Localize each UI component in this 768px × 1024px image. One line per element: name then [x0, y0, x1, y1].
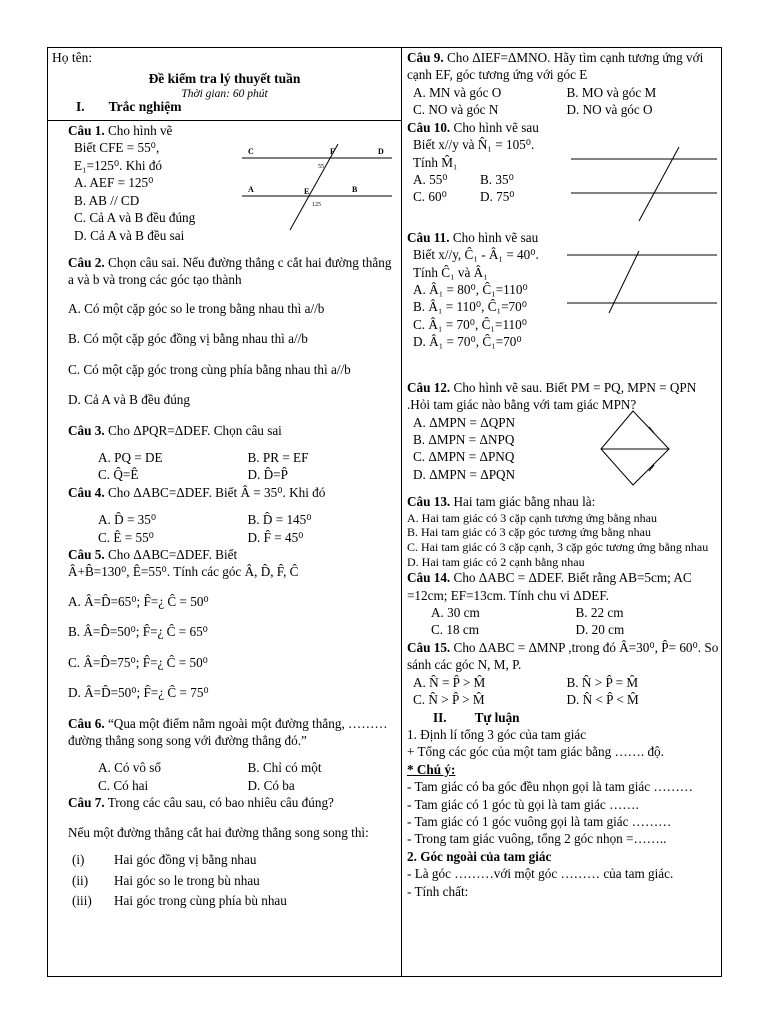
- fig1-label-b: B: [352, 185, 358, 194]
- q9-option-d[interactable]: D. NO và góc O: [566, 102, 653, 118]
- q1-label: Câu 1.: [68, 123, 105, 138]
- transversal-line: [639, 147, 679, 221]
- q1-option-a[interactable]: A. AEF = 125⁰: [74, 175, 154, 191]
- question-14: [407, 569, 720, 639]
- q5-option-c[interactable]: C. Â=D̂=75⁰; F̂=¿ Ĉ = 50⁰: [68, 654, 208, 670]
- q11-option-c[interactable]: C. Â₁ = 70⁰, Ĉ₁=110⁰: [413, 316, 528, 332]
- theorem-1-title: 1. Định lí tổng 3 góc của tam giác: [407, 726, 587, 742]
- q13-option-d[interactable]: D. Hai tam giác có 2 cạnh bằng nhau: [407, 554, 585, 569]
- q7-prompt: Trong các câu sau, có bao nhiêu câu đúng?: [107, 795, 334, 811]
- q11-option-b[interactable]: B. Â₁ = 110⁰, Ĉ₁=70⁰: [413, 299, 528, 315]
- fig1-label-d: D: [378, 147, 384, 156]
- q2-option-c[interactable]: C. Có một cặp góc trong cùng phía bằng nhau thì a//b: [68, 361, 351, 377]
- section-heading: [76, 98, 182, 116]
- q15-option-d[interactable]: D. N̂ < P̂ < M̂: [566, 692, 639, 708]
- q7-item-1: [68, 851, 397, 868]
- q9-prompt: Cho ΔIEF=ΔMNO. Hãy tìm cạnh tương ứng với cạnh EF, góc tương ứng với góc E: [407, 50, 704, 83]
- question-1: [68, 122, 397, 254]
- q2-option-d[interactable]: D. Cả A và B đều đúng: [68, 392, 190, 408]
- essay-heading: [407, 709, 720, 726]
- q12-option-b[interactable]: B. ΔMPN = ΔNPQ: [413, 431, 515, 447]
- q1-given-1: Biết CFE = 55⁰,: [74, 140, 160, 156]
- q12-option-d[interactable]: D. ΔMPN = ΔPQN: [413, 466, 516, 482]
- note-line-4: - Trong tam giác vuông, tổng 2 góc nhọn =……..: [407, 831, 667, 847]
- q13-option-a[interactable]: A. Hai tam giác có 3 cặp cạnh tương ứng bằng nhau: [407, 510, 657, 525]
- q2-option-b[interactable]: B. Có một cặp góc đồng vị bằng nhau thì a//b: [68, 331, 308, 347]
- q15-option-c[interactable]: C. N̂ > P̂ > M̂: [413, 692, 485, 708]
- q9-option-a[interactable]: A. MN và góc O: [413, 84, 502, 100]
- q5-label: Câu 5.: [68, 547, 105, 563]
- q11-prompt: Cho hình vẽ sau: [452, 229, 539, 245]
- q10-given-2: Tính M̂₁: [413, 154, 458, 170]
- q10-option-b[interactable]: B. 35⁰: [480, 171, 514, 187]
- q14-label: Câu 14.: [407, 570, 451, 586]
- q9-option-c[interactable]: C. NO và góc N: [413, 102, 499, 118]
- fig1-angle-55: 55: [318, 164, 324, 170]
- question-15: [407, 639, 720, 709]
- q12-label: Câu 12.: [407, 379, 451, 395]
- q14-option-c[interactable]: C. 18 cm: [431, 622, 479, 638]
- essay-title: Tự luận: [474, 709, 520, 725]
- q12-prompt: Cho hình vẽ sau. Biết PM = PQ, MPN = QPN .Hỏi tam giác nào bằng với tam giác MPN?: [407, 379, 697, 413]
- q7-item-2: [68, 872, 397, 889]
- q12-option-a[interactable]: A. ΔMPN = ΔQPN: [413, 414, 516, 430]
- fig1-label-c: C: [248, 147, 254, 156]
- note-line-3: - Tam giác có 1 góc vuông gọi là tam giác ………: [407, 814, 672, 830]
- q13-option-b[interactable]: B. Hai tam giác có 3 cặp góc tương ứng bằng nhau: [407, 525, 651, 540]
- q3-option-c[interactable]: C. Q̂=Ê: [98, 467, 139, 483]
- q11-option-d[interactable]: D. Â₁ = 70⁰, Ĉ₁=70⁰: [413, 334, 522, 350]
- q5-given: Â+B̂=130⁰, Ê=55⁰. Tính các góc Â, D̂, F̂, Ĉ: [68, 564, 299, 580]
- q6-option-b[interactable]: B. Chỉ có một: [247, 760, 322, 776]
- q3-option-d[interactable]: D. D̂=P̂: [247, 467, 288, 483]
- q7-item-1-text: Hai góc đồng vị bằng nhau: [114, 852, 257, 868]
- q4-label: Câu 4.: [68, 484, 105, 500]
- q5-option-a[interactable]: A. Â=D̂=65⁰; F̂=¿ Ĉ = 50⁰: [68, 593, 209, 609]
- q5-option-d[interactable]: D. Â=D̂=50⁰; F̂=¿ Ĉ = 75⁰: [68, 685, 209, 701]
- q11-given-1: Biết x//y, Ĉ₁ - Â₁ = 40⁰.: [413, 247, 539, 263]
- question-6: [68, 715, 397, 795]
- quadrilateral-mpqn: [601, 411, 669, 485]
- note-line-2: - Tam giác có 1 góc tù gọi là tam giác …….: [407, 796, 639, 812]
- question-13: [407, 493, 720, 569]
- q4-option-d[interactable]: D. F̂ = 45⁰: [247, 529, 304, 545]
- q7-item-3-number: (iii): [72, 892, 92, 908]
- section-title: Trắc nghiệm: [108, 99, 182, 114]
- q11-option-a[interactable]: A. Â₁ = 80⁰, Ĉ₁=110⁰: [413, 281, 528, 297]
- q7-item-1-number: (i): [72, 852, 85, 868]
- q10-figure: [567, 147, 717, 223]
- q1-option-d[interactable]: D. Cả A và B đều sai: [74, 227, 185, 243]
- transversal-line: [290, 144, 338, 230]
- q3-option-a[interactable]: A. PQ = DE: [98, 449, 163, 465]
- theorem-2-title: 2. Góc ngoài của tam giác: [407, 848, 552, 864]
- q3-label: Câu 3.: [68, 422, 105, 438]
- q10-prompt: Cho hình vẽ sau: [453, 119, 539, 135]
- q7-item-2-text: Hai góc so le trong bù nhau: [114, 872, 260, 888]
- fig1-label-a: A: [248, 185, 254, 194]
- q9-option-b[interactable]: B. MO và góc M: [566, 84, 657, 100]
- section-number: I.: [76, 99, 85, 114]
- q14-prompt: Cho ΔABC = ΔDEF. Biết rằng AB=5cm; AC =12cm; EF=13cm. Tính chu vi ΔDEF.: [407, 570, 692, 603]
- q6-prompt: “Qua một điểm nằm ngoài một đường thẳng, ……… đường thẳng song song với đường thẳng đó.”: [68, 715, 388, 749]
- q6-option-a[interactable]: A. Có vô số: [98, 760, 162, 776]
- fig1-label-e: E: [304, 187, 310, 196]
- q5-prompt: Cho ΔABC=ΔDEF. Biết: [107, 547, 238, 563]
- q15-option-a[interactable]: A. N̂ = P̂ > M̂: [413, 674, 486, 690]
- q13-label: Câu 13.: [407, 494, 451, 510]
- q2-prompt: Chọn câu sai. Nếu đường thẳng c cắt hai đường thẳng a và b và trong các góc tạo thành: [68, 255, 392, 288]
- exam-title: Đề kiểm tra lý thuyết tuần: [148, 70, 301, 86]
- question-5: [68, 546, 397, 702]
- q6-option-c[interactable]: C. Có hai: [98, 777, 149, 793]
- q11-given-2: Tính Ĉ₁ và Â₁: [413, 264, 488, 280]
- question-7: [68, 794, 397, 909]
- q1-prompt: Cho hình vẽ: [107, 123, 173, 138]
- question-12: [407, 379, 720, 484]
- q15-prompt: Cho ΔABC = ΔMNP ,trong đó Â=30⁰, P̂= 60⁰. So sánh các góc N, M, P.: [407, 639, 719, 673]
- q10-given-1: Biết x//y và N̂₁ = 105⁰.: [413, 137, 535, 153]
- q7-item-3: [68, 892, 397, 909]
- q4-option-c[interactable]: C. Ê = 55⁰: [98, 529, 154, 545]
- question-2: [68, 254, 397, 409]
- left-column: [48, 48, 402, 976]
- q14-option-a[interactable]: A. 30 cm: [431, 604, 480, 620]
- question-4: [68, 484, 397, 546]
- transversal-line: [609, 251, 639, 313]
- q3-prompt: Cho ΔPQR=ΔDEF. Chọn câu sai: [107, 422, 282, 438]
- theorem-2-line-2: - Tính chất:: [407, 883, 469, 899]
- q10-option-a[interactable]: A. 55⁰: [413, 171, 448, 187]
- student-name-label: Họ tên:: [52, 50, 93, 65]
- essay-section: [407, 709, 720, 901]
- q5-option-b[interactable]: B. Â=D̂=50⁰; F̂=¿ Ĉ = 65⁰: [68, 624, 208, 640]
- note-line-1: - Tam giác có ba góc đều nhọn gọi là tam giác ………: [407, 779, 693, 795]
- q15-label: Câu 15.: [407, 639, 451, 655]
- q1-given-2: E₁=125⁰. Khi đó: [74, 157, 163, 173]
- q7-item-2-number: (ii): [72, 872, 89, 888]
- q12-option-c[interactable]: C. ΔMPN = ΔPNQ: [413, 449, 515, 465]
- fig1-angle-125: 125: [312, 202, 321, 208]
- note-title: * Chú ý:: [407, 761, 456, 777]
- q6-label: Câu 6.: [68, 715, 105, 731]
- q11-label: Câu 11.: [407, 229, 450, 245]
- q1-option-c[interactable]: C. Cả A và B đều đúng: [74, 210, 196, 226]
- exam-sheet: [47, 47, 722, 977]
- right-column: [403, 48, 722, 976]
- q15-option-b[interactable]: B. N̂ > P̂ = M̂: [566, 674, 639, 690]
- q4-prompt: Cho ΔABC=ΔDEF. Biết Â = 35⁰. Khi đó: [107, 484, 326, 500]
- exam-time: Thời gian: 60 phút: [181, 87, 268, 100]
- q2-option-a[interactable]: A. Có một cặp góc so le trong bằng nhau thì a//b: [68, 300, 325, 316]
- q13-option-c[interactable]: C. Hai tam giác có 3 cặp cạnh, 3 cặp góc tương ứng bằng nhau: [407, 539, 709, 554]
- fig1-label-f: F: [330, 147, 335, 156]
- question-9: [407, 49, 720, 119]
- exam-header: [48, 48, 401, 121]
- q12-figure: [597, 407, 681, 489]
- q1-figure: [242, 144, 392, 232]
- question-11: [407, 229, 720, 379]
- q7-item-3-text: Hai góc trong cùng phía bù nhau: [114, 892, 287, 908]
- q6-option-d[interactable]: D. Có ba: [247, 777, 295, 793]
- q2-label: Câu 2.: [68, 255, 105, 270]
- theorem-1-line: + Tổng các góc của một tam giác bằng ……. độ.: [407, 744, 664, 760]
- q3-option-b[interactable]: B. PR = EF: [247, 449, 309, 465]
- q10-option-c[interactable]: C. 60⁰: [413, 189, 447, 205]
- q9-label: Câu 9.: [407, 50, 444, 65]
- q4-option-a[interactable]: A. D̂ = 35⁰: [98, 512, 157, 528]
- q13-prompt: Hai tam giác bằng nhau là:: [453, 494, 596, 510]
- theorem-2-line-1: - Là góc ………với một góc ……… của tam giác.: [407, 866, 674, 882]
- q7-label: Câu 7.: [68, 795, 105, 811]
- q11-figure: [567, 249, 717, 319]
- essay-number: II.: [433, 709, 447, 725]
- tick-mark: [649, 427, 654, 433]
- q1-option-b[interactable]: B. AB // CD: [74, 192, 140, 208]
- q10-option-d[interactable]: D. 75⁰: [480, 189, 515, 205]
- question-10: [407, 119, 720, 229]
- q14-option-b[interactable]: B. 22 cm: [575, 604, 624, 620]
- q4-option-b[interactable]: B. D̂ = 145⁰: [247, 512, 312, 528]
- q7-lead: Nếu một đường thẳng cắt hai đường thẳng song song thì:: [68, 824, 369, 840]
- q10-label: Câu 10.: [407, 119, 451, 135]
- question-3: [68, 422, 397, 484]
- q14-option-d[interactable]: D. 20 cm: [575, 622, 625, 638]
